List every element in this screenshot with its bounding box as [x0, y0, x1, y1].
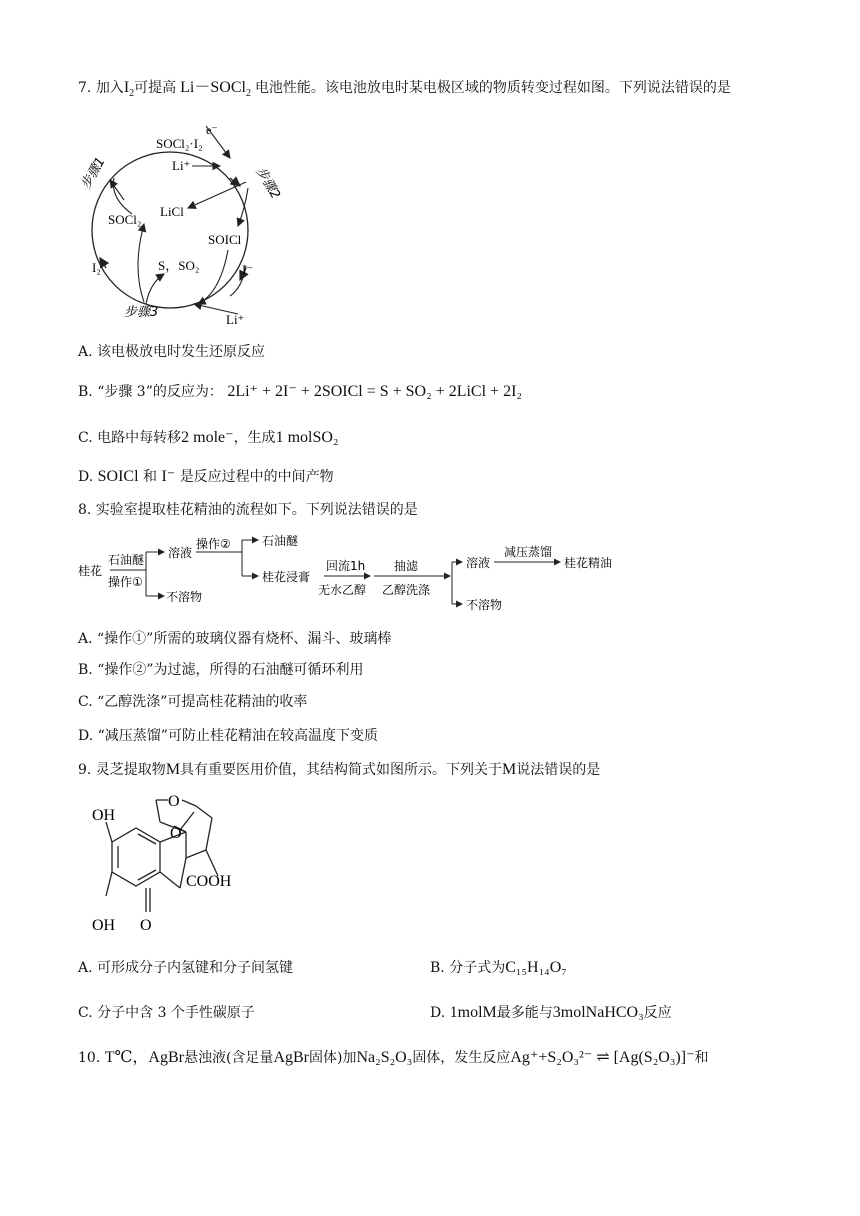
diagram-licl: LiCl [160, 204, 184, 219]
diagram-socl2-i2: SOCl₂·I₂ [156, 136, 203, 151]
q7-stem [78, 78, 731, 104]
q8-stem: 8. 实验室提取桂花精油的流程如下。下列说法错误的是 [78, 502, 418, 518]
struct-o-ring2: O [170, 825, 182, 842]
q7-number: 7. [78, 80, 92, 96]
flow-ethanol: 无水乙醇 [318, 583, 367, 597]
flow-extract: 桂花浸膏 [262, 570, 311, 584]
diagram-step3: 步骤3 [124, 305, 159, 320]
diagram-socl2: SOCl₂ [108, 212, 142, 227]
q8-flowchart [76, 532, 636, 614]
q9-option-c: C. 分子中含 3 个手性碳原子 [78, 1005, 255, 1021]
q9-option-b: B. 分子式为C₁₅H₁₄O₇ [430, 959, 567, 976]
flow-oil: 桂花精油 [564, 556, 613, 570]
q7-option-b: B. “步骤 3”的反应为： 2Li⁺ + 2I⁻ + 2SOICl = S + SO₂ + 2LiCl + 2I₂ [78, 383, 522, 400]
q7-option-a: A. 该电极放电时发生还原反应 [78, 344, 266, 360]
flow-distill: 减压蒸馏 [504, 545, 553, 559]
q7-formula: Li－SOCl$_2$ [180, 79, 251, 100]
struct-oh-bottom: OH [92, 917, 116, 934]
q8-option-c: C. “乙醇洗涤”可提高桂花精油的收率 [78, 694, 308, 710]
flow-reflux: 回流1h [326, 559, 366, 573]
q7-stem-pre: 加入 [95, 80, 124, 96]
flow-op1: 操作① [108, 575, 143, 589]
struct-cooh: COOH [186, 873, 232, 890]
diagram-i2: I₂ [92, 260, 101, 275]
diagram-li-bottom: Li⁺ [226, 312, 245, 327]
flow-start: 桂花 [78, 564, 103, 578]
q7-option-c: C. 电路中每转移2 mole⁻，生成1 molSO₂ [78, 429, 339, 446]
q8-option-b: B. “操作②”为过滤，所得的石油醚可循环利用 [78, 662, 364, 678]
diagram-s-so2: S，SO₂ [158, 258, 200, 273]
flow-filter: 抽滤 [394, 559, 419, 573]
flow-wash: 乙醇洗涤 [382, 583, 431, 597]
q7-stem-mid: 可提高 [134, 80, 177, 96]
diagram-step1: 步骤1 [78, 154, 109, 192]
flow-solution1: 溶液 [168, 546, 193, 560]
q9-option-d: D. 1molM最多能与3molNaHCO₃反应 [430, 1004, 672, 1021]
diagram-e: e⁻ [206, 123, 218, 137]
flow-insoluble1: 不溶物 [166, 590, 203, 604]
q7-i2: $I_2$ [123, 79, 135, 100]
q8-option-d: D. “减压蒸馏”可防止桂花精油在较高温度下变质 [78, 728, 378, 744]
q7-option-d: D. SOICl 和 I⁻ 是反应过程中的中间产物 [78, 468, 334, 485]
flow-solution2: 溶液 [466, 556, 491, 570]
q9-option-a: A. 可形成分子内氢键和分子间氢键 [78, 960, 294, 976]
flow-op2: 操作② [196, 537, 231, 551]
diagram-li-top: Li⁺ [172, 158, 191, 173]
diagram-step2: 步骤2 [252, 164, 283, 202]
q9-structure [86, 792, 256, 940]
struct-o-ketone: O [140, 917, 152, 934]
struct-oh-top: OH [92, 807, 116, 824]
q7-cycle-diagram [70, 118, 290, 330]
diagram-i-minus: I⁻ [242, 262, 254, 277]
q10-stem: 10. T℃，AgBr悬浊液(含足量AgBr固体)加Na₂S₂O₃固体，发生反应Ag⁺+S₂O₃²⁻ ⇌ [Ag(S₂O₃)]⁻和 [78, 1049, 709, 1066]
diagram-soicl: SOICl [208, 232, 242, 247]
flow-insoluble2: 不溶物 [466, 598, 503, 612]
q7-stem-post: 电池性能。该电池放电时某电极区域的物质转变过程如图。下列说法错误的是 [254, 80, 731, 96]
flow-reagent1: 石油醚 [108, 553, 145, 567]
q9-stem: 9. 灵芝提取物M具有重要医用价值，其结构简式如图所示。下列关于M说法错误的是 [78, 761, 601, 778]
q8-option-a: A. “操作①”所需的玻璃仪器有烧杯、漏斗、玻璃棒 [78, 631, 392, 647]
flow-petroleum: 石油醚 [262, 534, 299, 548]
struct-o-ring1: O [168, 793, 180, 810]
